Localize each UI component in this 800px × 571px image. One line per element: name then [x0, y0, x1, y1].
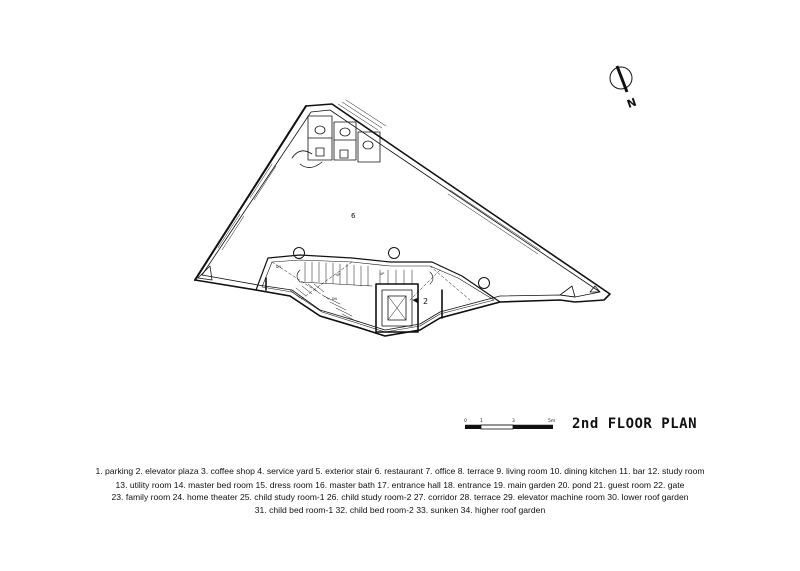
stair-label-dn-2: DN [332, 297, 337, 301]
scale-bar [464, 418, 555, 429]
legend-line-4: 31. child bed room-1 32. child bed room-2 33. sunken 34. higher roof garden [254, 505, 546, 515]
room-number-2: 2 [423, 297, 429, 306]
outer-wall [195, 104, 610, 336]
legend-line-1: 1. parking 2. elevator plaza 3. coffee shop 4. service yard 5. exterior stair 6. restaurant 7. office 8. terrace 9. living room 10. dining kitchen 11. bar 12. study room [95, 466, 705, 476]
scale-label-1: 1 [480, 419, 483, 424]
inner-wall [202, 110, 600, 330]
north-arrow [610, 66, 638, 111]
elevator-core [376, 284, 418, 332]
room-number-6: 6 [351, 212, 356, 220]
columns [294, 248, 490, 289]
stair-label-up-2: UP [380, 272, 385, 276]
stair-label-dn-1: DN [276, 265, 281, 269]
stair-label-up-1: UP [336, 273, 341, 277]
scale-label-5m: 5m [548, 419, 556, 424]
north-label: N [625, 95, 639, 111]
scale-label-0: 0 [464, 419, 467, 424]
service-core [292, 100, 386, 168]
plan-title: 2nd FLOOR PLAN [572, 416, 698, 432]
stair-treads [290, 262, 412, 322]
scale-label-3: 3 [512, 419, 515, 424]
inner-court [256, 255, 500, 336]
legend-line-2: 13. utility room 14. master bed room 15. dress room 16. master bath 17. entrance hall 18. entrance 19. main garden 20. pond 21. guest room 22. gate [115, 480, 685, 490]
legend-line-3: 23. family room 24. home theater 25. child study room-1 26. child study room-2 27. corridor 28. terrace 29. elevator machine room 30. lower roof garden [111, 492, 689, 502]
